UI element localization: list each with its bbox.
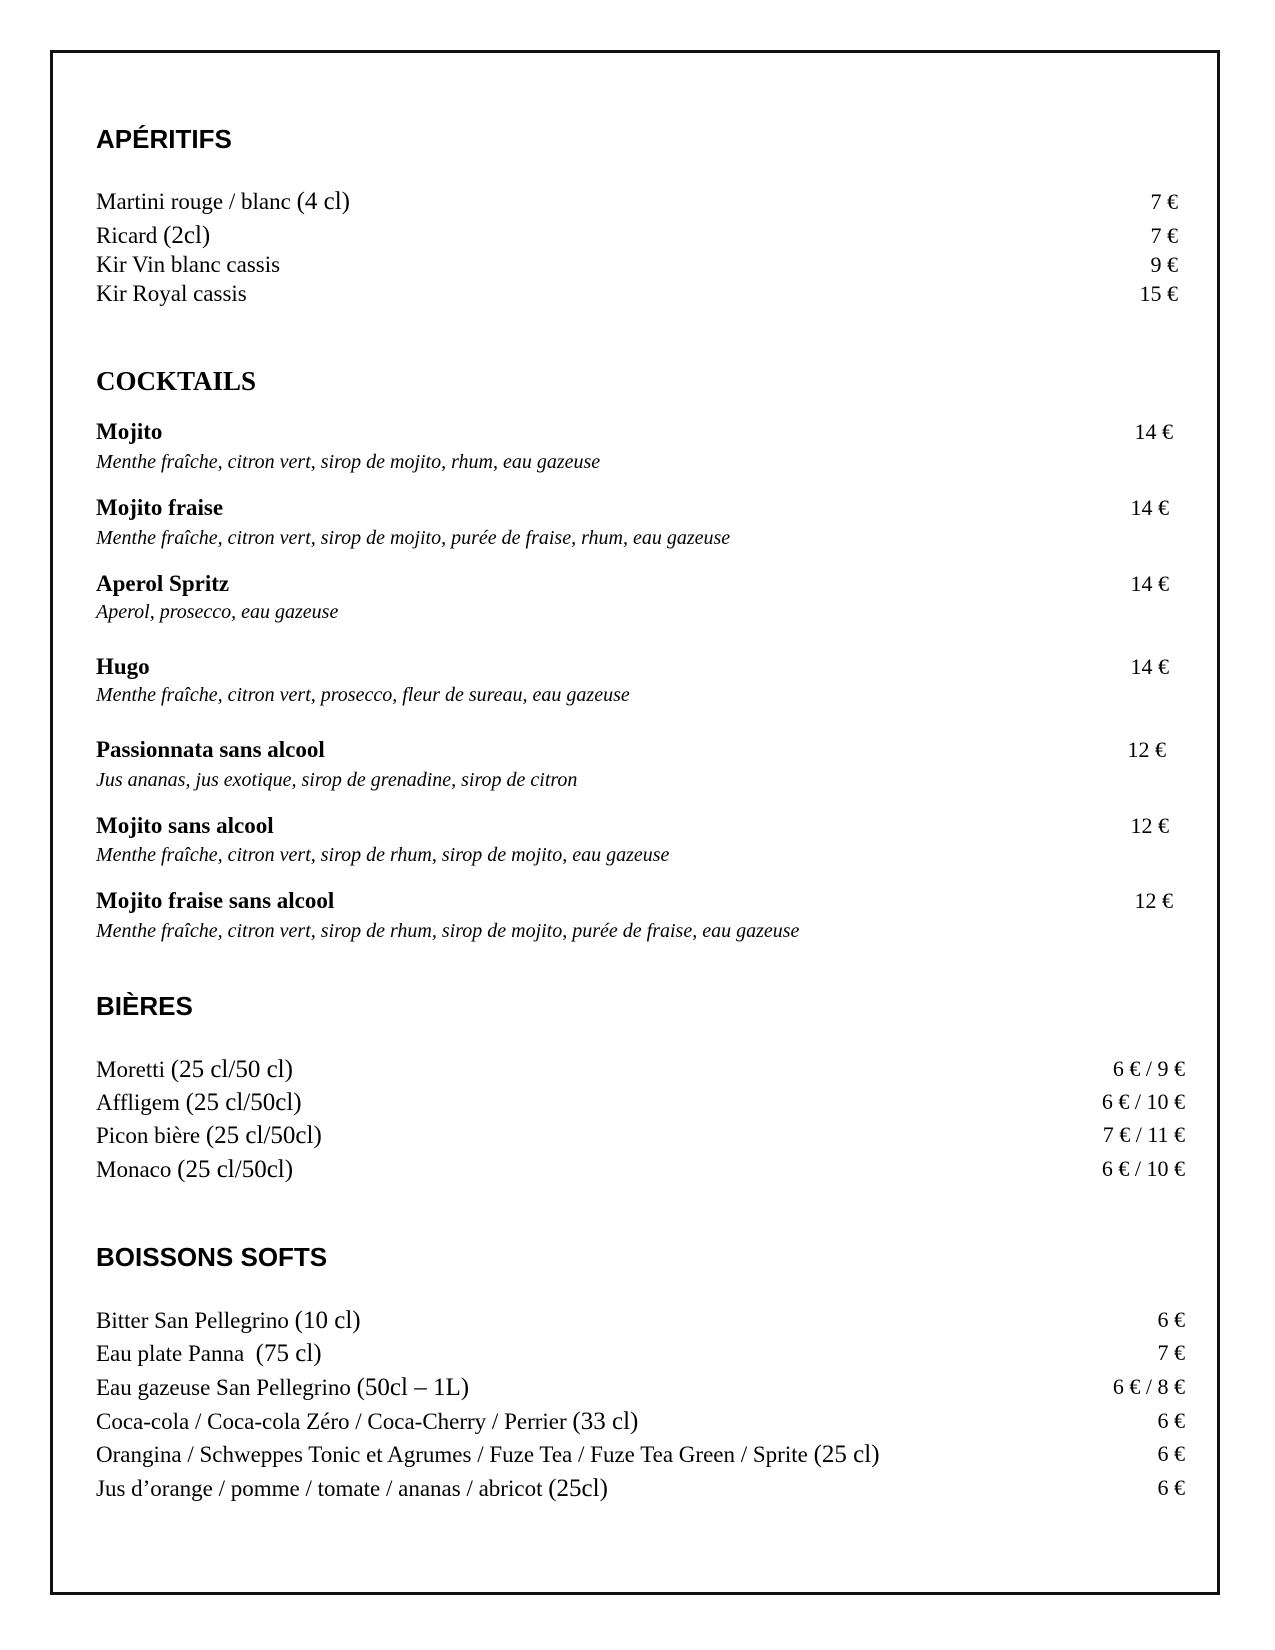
item-name: Eau gazeuse San Pellegrino	[96, 1375, 357, 1400]
item-price: 6 € / 9 €	[1112, 1056, 1185, 1081]
cocktail-name: Hugo	[96, 654, 150, 679]
item-price: 6 €	[1157, 1441, 1185, 1466]
list-item	[96, 1123, 322, 1148]
item-price: 14 €	[1130, 654, 1169, 679]
cocktail-description: Menthe fraîche, citron vert, sirop de mojito, rhum, eau gazeuse	[96, 451, 601, 473]
item-price: 14 €	[1134, 419, 1173, 444]
item-price: 7 €	[1150, 223, 1178, 248]
item-price: 12 €	[1134, 888, 1173, 913]
item-name: Orangina / Schweppes Tonic et Agrumes / Fuze Tea / Fuze Tea Green / Sprite	[96, 1442, 814, 1467]
item-volume: (25 cl)	[813, 1441, 880, 1468]
item-name: Monaco	[96, 1157, 178, 1182]
list-item	[96, 1476, 608, 1501]
list-item	[96, 1090, 302, 1115]
item-price: 6 € / 8 €	[1112, 1374, 1185, 1399]
list-item	[96, 223, 210, 248]
item-price: 7 € / 11 €	[1102, 1122, 1185, 1147]
list-item	[96, 282, 247, 305]
item-price: 14 €	[1130, 571, 1169, 596]
cocktail-description: Aperol, prosecco, eau gazeuse	[96, 601, 339, 623]
item-price: 6 €	[1157, 1408, 1185, 1433]
item-name: Picon bière	[96, 1123, 206, 1148]
item-name: Moretti	[96, 1057, 171, 1082]
cocktail-description: Jus ananas, jus exotique, sirop de grenadine, sirop de citron	[96, 769, 578, 791]
item-volume: (25 cl/50cl)	[177, 1156, 294, 1183]
item-volume: (75 cl)	[255, 1340, 322, 1367]
list-item	[96, 1375, 469, 1400]
item-price: 15 €	[1139, 281, 1178, 306]
list-item	[96, 1442, 880, 1467]
cocktail-name: Mojito fraise sans alcool	[96, 888, 335, 913]
cocktail-description: Menthe fraîche, citron vert, prosecco, fleur de sureau, eau gazeuse	[96, 684, 630, 706]
item-volume: (25cl)	[548, 1475, 608, 1502]
cocktail-name: Mojito sans alcool	[96, 813, 274, 838]
item-volume: (25 cl/50cl)	[185, 1089, 302, 1116]
cocktail-description: Menthe fraîche, citron vert, sirop de mojito, purée de fraise, rhum, eau gazeuse	[96, 527, 731, 549]
item-name: Affligem	[96, 1090, 186, 1115]
list-item	[96, 1341, 322, 1366]
item-price: 6 € / 10 €	[1101, 1156, 1185, 1181]
list-item	[96, 253, 280, 276]
item-price: 6 € / 10 €	[1101, 1089, 1185, 1114]
cocktail-description: Menthe fraîche, citron vert, sirop de rhum, sirop de mojito, eau gazeuse	[96, 844, 670, 866]
cocktail-name: Aperol Spritz	[96, 571, 230, 596]
item-name: Kir Royal cassis	[96, 281, 247, 306]
item-price: 12 €	[1127, 737, 1166, 762]
item-volume: (50cl – 1L)	[356, 1374, 470, 1401]
list-item	[96, 1157, 293, 1182]
list-item	[96, 1308, 361, 1333]
item-volume: (25 cl/50cl)	[205, 1122, 322, 1149]
item-name: Jus d’orange / pomme / tomate / ananas / abricot	[96, 1476, 549, 1501]
item-name: Coca-cola / Coca-cola Zéro / Coca-Cherry / Perrier	[96, 1409, 573, 1434]
cocktail-name: Mojito fraise	[96, 495, 224, 520]
item-volume: (25 cl/50 cl)	[170, 1056, 293, 1083]
cocktail-name: Passionnata sans alcool	[96, 737, 325, 762]
item-price: 12 €	[1130, 813, 1169, 838]
item-price: 7 €	[1150, 189, 1178, 214]
section-title-softs: BOISSONS SOFTS	[96, 1242, 328, 1272]
section-title-aperitifs: APÉRITIFS	[96, 124, 232, 154]
item-name: Kir Vin blanc cassis	[96, 252, 281, 277]
list-item	[96, 189, 350, 214]
item-price: 6 €	[1157, 1475, 1185, 1500]
item-volume: (2cl)	[163, 222, 211, 249]
cocktail-description: Menthe fraîche, citron vert, sirop de rhum, sirop de mojito, purée de fraise, eau gazeuse	[96, 920, 800, 942]
item-volume: (33 cl)	[572, 1408, 639, 1435]
item-price: 9 €	[1150, 252, 1178, 277]
list-item	[96, 1409, 638, 1434]
item-volume: (10 cl)	[294, 1307, 361, 1334]
item-name: Ricard	[96, 223, 164, 248]
item-volume: (4 cl)	[296, 188, 351, 215]
item-name: Eau plate Panna	[96, 1341, 256, 1366]
cocktail-name: Mojito	[96, 419, 163, 444]
section-title-bieres: BIÈRES	[96, 991, 193, 1021]
item-price: 7 €	[1157, 1340, 1185, 1365]
list-item	[96, 1057, 293, 1082]
item-price: 14 €	[1130, 495, 1169, 520]
item-name: Martini rouge / blanc	[96, 189, 297, 214]
item-price: 6 €	[1157, 1307, 1185, 1332]
item-name: Bitter San Pellegrino	[96, 1308, 295, 1333]
section-title-cocktails: COCKTAILS	[96, 366, 257, 396]
